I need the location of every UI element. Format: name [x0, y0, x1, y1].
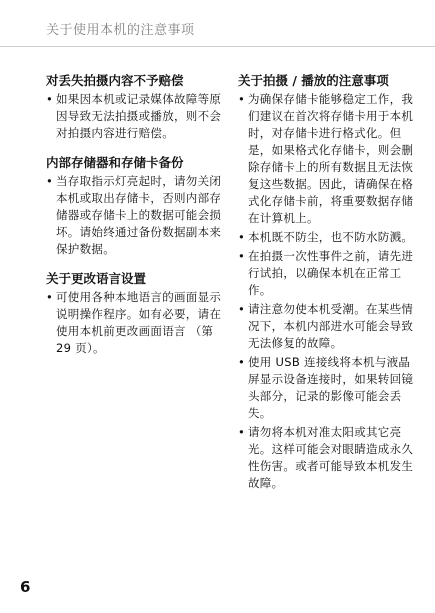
list-item [238, 354, 414, 422]
bullet-icon: • [238, 249, 246, 263]
item-text: 可使用各种本地语言的画面显示说明操作程序。如有必要，请在使用本机前更改画面语言 （第 29 页）。 [56, 290, 222, 355]
bullet-icon: • [46, 174, 54, 188]
list-item [46, 91, 222, 142]
bullet-icon: • [238, 230, 246, 244]
list-item [46, 173, 222, 258]
list-item [46, 289, 222, 357]
bullet-icon: • [238, 92, 246, 106]
section-shooting-playback [238, 72, 414, 492]
item-text: 如果因本机或记录媒体故障等原因导致无法拍摄或播放，则不会对拍摄内容进行赔偿。 [56, 92, 222, 140]
item-text: 使用 USB 连接线将本机与液晶屏显示设备连接时，如果转回镜头部分，记录的影像可能会丢失。 [248, 355, 414, 420]
list-item [238, 424, 414, 492]
list-item [238, 229, 414, 246]
item-text: 为确保存储卡能够稳定工作，我们建议在首次将存储卡用于本机时，对存储卡进行格式化。但是，如果格式化存储卡，则会删除存储卡上的所有数据且无法恢复这些数据。因此，请确保在格式化存储卡前，将重要数据存储在计算机上。 [248, 92, 414, 225]
item-text: 本机既不防尘，也不防水防溅。 [248, 230, 414, 244]
bullet-icon: • [46, 92, 54, 106]
header-divider [0, 46, 435, 47]
item-text: 请勿将本机对准太阳或其它亮光。这样可能会对眼睛造成永久性伤害。或者可能导致本机发生故障。 [248, 425, 414, 490]
list-item [238, 301, 414, 352]
section-heading: 关于拍摄 / 播放的注意事项 [238, 73, 389, 88]
section-heading: 关于更改语言设置 [46, 271, 147, 286]
left-column [46, 72, 222, 369]
item-text: 当存取指示灯亮起时，请勿关闭本机或取出存储卡，否则内部存储器或存储卡上的数据可能会损坏。请始终通过备份数据副本来保护数据。 [56, 174, 222, 256]
section-heading: 内部存储器和存储卡备份 [46, 155, 184, 170]
bullet-icon: • [46, 290, 54, 304]
right-column [238, 72, 414, 504]
item-text: 在拍摄一次性事件之前，请先进行试拍，以确保本机在正常工作。 [248, 249, 414, 297]
bullet-icon: • [238, 425, 246, 439]
list-item [238, 248, 414, 299]
section-backup [46, 154, 222, 258]
list-item [238, 91, 414, 227]
bullet-icon: • [238, 355, 246, 369]
section-no-compensation [46, 72, 222, 142]
page-number: 6 [20, 578, 31, 596]
page-header-title: 关于使用本机的注意事项 [46, 23, 195, 38]
section-heading: 对丢失拍摄内容不予赔偿 [46, 73, 184, 88]
section-language [46, 270, 222, 357]
bullet-icon: • [238, 302, 246, 316]
item-text: 请注意勿使本机受潮。在某些情况下，本机内部进水可能会导致无法修复的故障。 [248, 302, 414, 350]
